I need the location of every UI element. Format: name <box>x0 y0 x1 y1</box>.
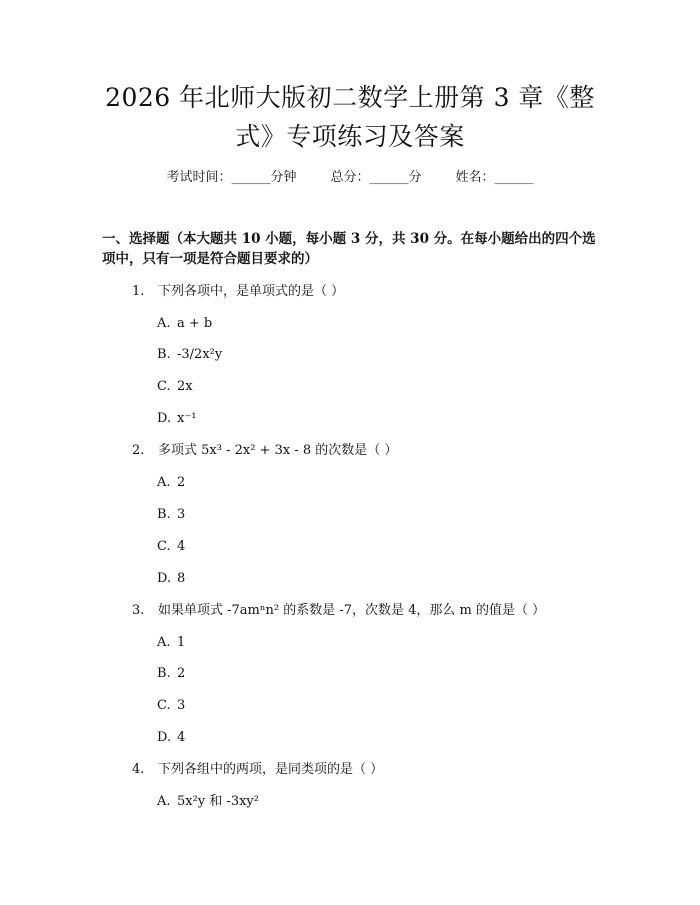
section-heading-line-1: 一、选择题（本大题共 10 小题，每小题 3 分，共 30 分。在每小题给出的四个选 <box>102 231 596 247</box>
option-letter: A. <box>157 475 171 490</box>
q1-option-a <box>157 314 212 334</box>
score-blank: ______ <box>369 170 409 185</box>
q3-option-a <box>157 633 185 653</box>
option-text: x⁻¹ <box>177 411 197 426</box>
option-letter: B. <box>157 507 171 522</box>
document-title-line-2: 式》专项练习及答案 <box>235 122 465 151</box>
q1-option-b <box>157 345 222 365</box>
q2-option-d <box>157 569 185 589</box>
option-text: 1 <box>177 635 186 650</box>
option-text: 3 <box>177 698 186 713</box>
name-blank: ______ <box>494 170 534 185</box>
question-text: 下列各组中的两项，是同类项的是（ ） <box>158 762 384 777</box>
question-text: 下列各项中，是单项式的是（ ） <box>158 284 345 299</box>
question-number: 2. <box>132 443 145 458</box>
question-number: 3. <box>132 603 145 618</box>
question-text: 如果单项式 -7amⁿn² 的系数是 -7，次数是 4，那么 m 的值是（ ） <box>158 603 546 618</box>
option-letter: D. <box>157 571 172 586</box>
question-4 <box>132 760 383 780</box>
q4-option-a <box>157 792 259 812</box>
q3-option-b <box>157 664 185 684</box>
q2-option-a <box>157 473 185 493</box>
q3-option-c <box>157 696 185 716</box>
question-1 <box>132 282 344 302</box>
q3-option-d <box>157 728 185 748</box>
option-text: 5x²y 和 -3xy² <box>177 794 259 809</box>
score-label: 总分： <box>330 170 370 185</box>
question-text: 多项式 5x³ - 2x² + 3x - 8 的次数是（ ） <box>158 443 398 458</box>
option-letter: C. <box>157 379 171 394</box>
time-label: 考试时间： <box>166 170 232 185</box>
option-letter: D. <box>157 411 172 426</box>
option-letter: A. <box>157 635 171 650</box>
q1-option-c <box>157 377 193 397</box>
option-text: -3/2x²y <box>177 347 223 362</box>
option-text: 8 <box>177 571 186 586</box>
option-letter: A. <box>157 794 171 809</box>
time-unit: 分钟 <box>270 170 297 185</box>
option-text: 2 <box>177 666 186 681</box>
section-heading-line-2: 项中，只有一项是符合题目要求的） <box>102 251 318 267</box>
option-text: 4 <box>177 730 186 745</box>
option-text: 2 <box>177 475 186 490</box>
option-letter: C. <box>157 698 171 713</box>
option-letter: C. <box>157 539 171 554</box>
name-label: 姓名： <box>455 170 495 185</box>
option-letter: A. <box>157 316 171 331</box>
question-2 <box>132 441 397 461</box>
q2-option-b <box>157 505 185 525</box>
q2-option-c <box>157 537 185 557</box>
question-number: 4. <box>132 762 145 777</box>
option-text: 3 <box>177 507 186 522</box>
exam-info-line <box>0 168 700 188</box>
q1-option-d <box>157 409 196 429</box>
question-3 <box>132 601 545 621</box>
option-letter: B. <box>157 347 171 362</box>
option-text: a + b <box>177 316 213 331</box>
document-title-line-1: 2026 年北师大版初二数学上册第 3 章《整 <box>105 83 595 112</box>
time-blank: ______ <box>231 170 271 185</box>
score-unit: 分 <box>408 170 422 185</box>
option-text: 4 <box>177 539 186 554</box>
option-letter: B. <box>157 666 171 681</box>
question-number: 1. <box>132 284 145 299</box>
option-letter: D. <box>157 730 172 745</box>
option-text: 2x <box>177 379 193 394</box>
